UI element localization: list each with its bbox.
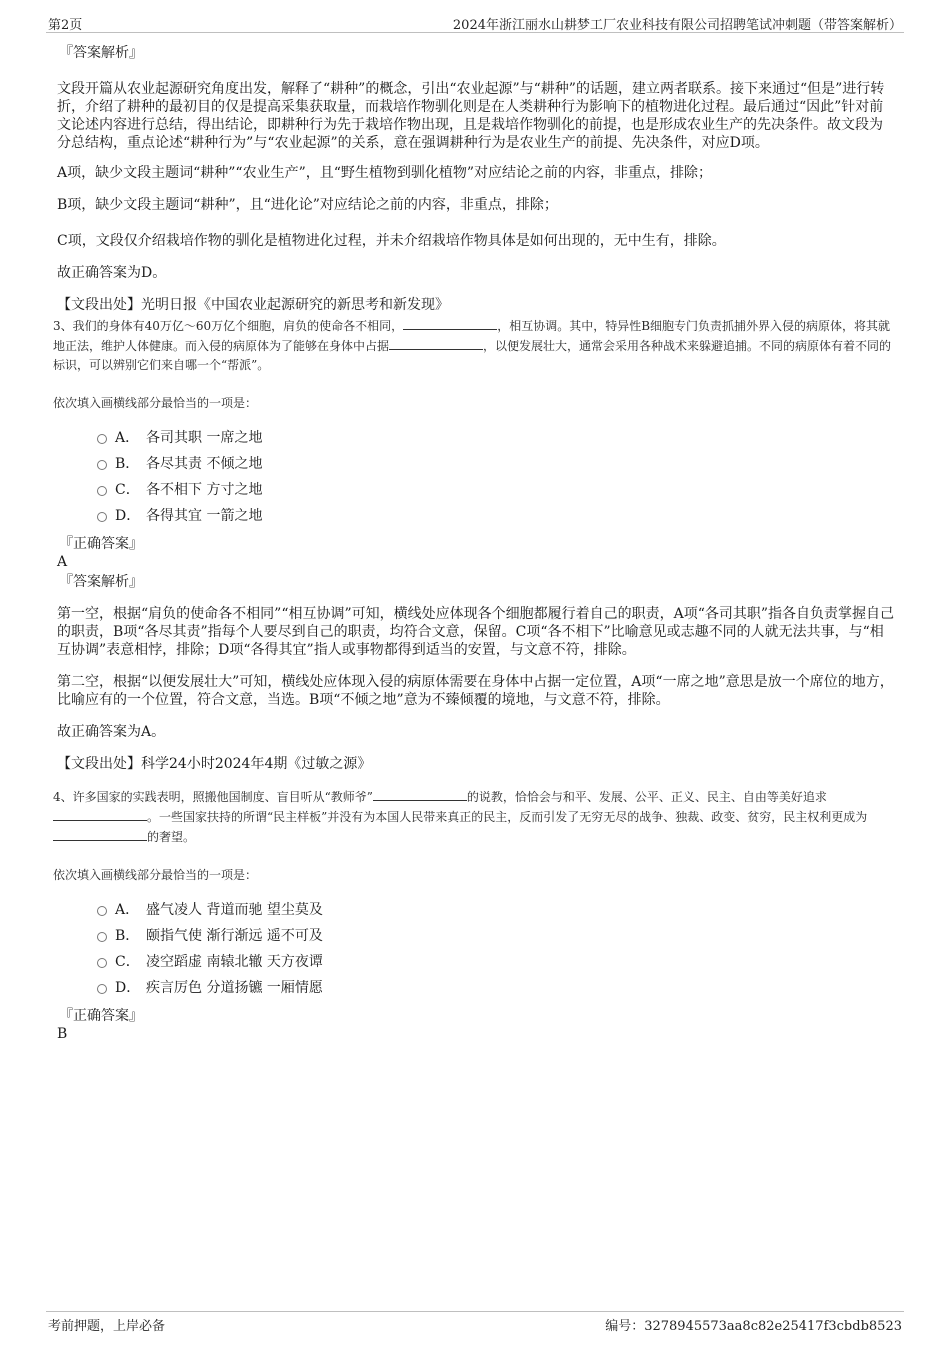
q3-options: [57, 425, 895, 529]
q4-stem: 4、许多国家的实践表明，照搬他国制度、盲目听从“教师爷” 的说教，恰恰会与和平、发展、公平、正义、民主、自由等美好追求。一些国家扶持的所谓“民主样板”并没有为本国人民带来真正的民主，反而引发了无穷无尽的战争、独裁、政变、贫穷，民主权利更成为的奢望。: [53, 787, 895, 847]
radio-icon[interactable]: [97, 486, 107, 496]
q3-option-b[interactable]: B． 各尽其责 不倾之地: [57, 451, 895, 477]
q3-analysis-para: 第一空，根据“肩负的使命各不相同”“相互协调”可知，横线处应体现各个细胞都履行着自己的职责，A项“各司其职”指各自负责掌握自己的职责，B项“各尽其责”指每个人要尽到自己的职责，均符合文意，保留。C项“各不相下”比喻意见或志趣不同的人就无法共事，与“相互协调”表意相悖，排除；D项“各得其宜”指人或事物都得到适当的安置，与文意不符，排除。: [57, 606, 895, 658]
fill-blank: [373, 787, 467, 801]
q2-analysis-para: 文段开篇从农业起源研究角度出发，解释了“耕种”的概念，引出“农业起源”与“耕种”的话题，建立两者联系。接下来通过“但是”进行转折，介绍了耕种的最初目的仅是提高采集获取量，而栽培作物驯化则是在人类耕种行为影响下的植物进化过程。最后通过“因此”针对前文论述内容进行总结，得出结论，即耕种行为先于栽培作物出现，且是栽培作物驯化的前提，也是形成农业生产的先决条件。故文段为分总结构，重点论述“耕种行为”与“农业起源”的关系，意在强调耕种行为是农业生产的前提、先决条件，对应D项。: [57, 81, 885, 151]
q3-option-a[interactable]: A． 各司其职 一席之地: [57, 425, 895, 451]
q3-source: 【文段出处】科学24小时2024年4期《过敏之源》: [57, 756, 372, 772]
q2-source: 【文段出处】光明日报《中国农业起源研究的新思考和新发现》: [57, 297, 449, 313]
fill-blank: [403, 316, 497, 330]
radio-icon[interactable]: [97, 958, 107, 968]
q2-analysis-para: C项，文段仅介绍栽培作物的驯化是植物进化过程，并未介绍栽培作物具体是如何出现的，无中生有，排除。: [57, 233, 726, 249]
q2-conclusion: 故正确答案为D。: [57, 265, 167, 281]
radio-icon[interactable]: [97, 434, 107, 444]
radio-icon[interactable]: [97, 984, 107, 994]
q2-analysis-label: 『答案解析』: [59, 45, 143, 61]
q2-analysis-para: B项，缺少文段主题词“耕种”，且“进化论”对应结论之前的内容，非重点，排除；: [57, 197, 558, 213]
q4-answer-label: 『正确答案』: [59, 1008, 143, 1024]
document-title: 2024年浙江丽水山耕梦工厂农业科技有限公司招聘笔试冲刺题（带答案解析）: [452, 18, 902, 33]
fill-blank: [53, 807, 147, 821]
footer-slogan: 考前押题，上岸必备: [48, 1319, 166, 1334]
q3-analysis-label: 『答案解析』: [59, 574, 143, 590]
q4-option-b[interactable]: B． 颐指气使 渐行渐远 遥不可及: [57, 923, 895, 949]
q4-options: [57, 897, 895, 1001]
q3-answer-label: 『正确答案』: [59, 536, 143, 552]
q3-conclusion: 故正确答案为A。: [57, 724, 166, 740]
q3-option-d[interactable]: D． 各得其宜 一箭之地: [57, 503, 895, 529]
q4-instruction: 依次填入画横线部分最恰当的一项是：: [53, 868, 258, 882]
q3-analysis-para: 第二空，根据“以便发展壮大”可知，横线处应体现入侵的病原体需要在身体中占据一定位置，A项“一席之地”意思是放一个席位的地方，比喻应有的一个位置，符合文意，当选。B项“不倾之地”意为不臻倾覆的境地，与文意不符，排除。: [57, 674, 894, 708]
document-serial: 编号：3278945573aa8c82e25417f3cbdb8523: [605, 1319, 902, 1334]
fill-blank: [389, 336, 483, 350]
radio-icon[interactable]: [97, 512, 107, 522]
q3-instruction: 依次填入画横线部分最恰当的一项是：: [53, 396, 258, 410]
page-footer: [46, 1311, 904, 1334]
q3-option-c[interactable]: C． 各不相下 方寸之地: [57, 477, 895, 503]
q4-answer: B: [57, 1026, 68, 1042]
radio-icon[interactable]: [97, 932, 107, 942]
fill-blank: [53, 827, 147, 841]
page-content: [53, 44, 895, 1043]
q4-option-a[interactable]: A． 盛气凌人 背道而驰 望尘莫及: [57, 897, 895, 923]
radio-icon[interactable]: [97, 906, 107, 916]
radio-icon[interactable]: [97, 460, 107, 470]
page-number: 第2页: [48, 18, 83, 33]
q2-analysis-para: A项，缺少文段主题词“耕种”“农业生产”，且“野生植物到驯化植物”对应结论之前的内容，非重点，排除；: [57, 165, 713, 181]
q3-answer: A: [57, 554, 68, 570]
page-header: [46, 12, 904, 33]
q3-stem: 3、我们的身体有40万亿～60万亿个细胞，肩负的使命各不相同， ，相互协调。其中，特异性B细胞专门负责抓捕外界入侵的病原体，将其就地正法，维护人体健康。而入侵的病原体为了能够在身体中占据 ，以便发展壮大，通常会采用各种战术来躲避追捕。不同的病原体有着不同的标识，可以辨别它们来自哪一个“帮派”。: [53, 316, 895, 375]
q4-option-d[interactable]: D． 疾言厉色 分道扬镳 一厢情愿: [57, 975, 895, 1001]
q4-option-c[interactable]: C． 凌空蹈虚 南辕北辙 天方夜谭: [57, 949, 895, 975]
